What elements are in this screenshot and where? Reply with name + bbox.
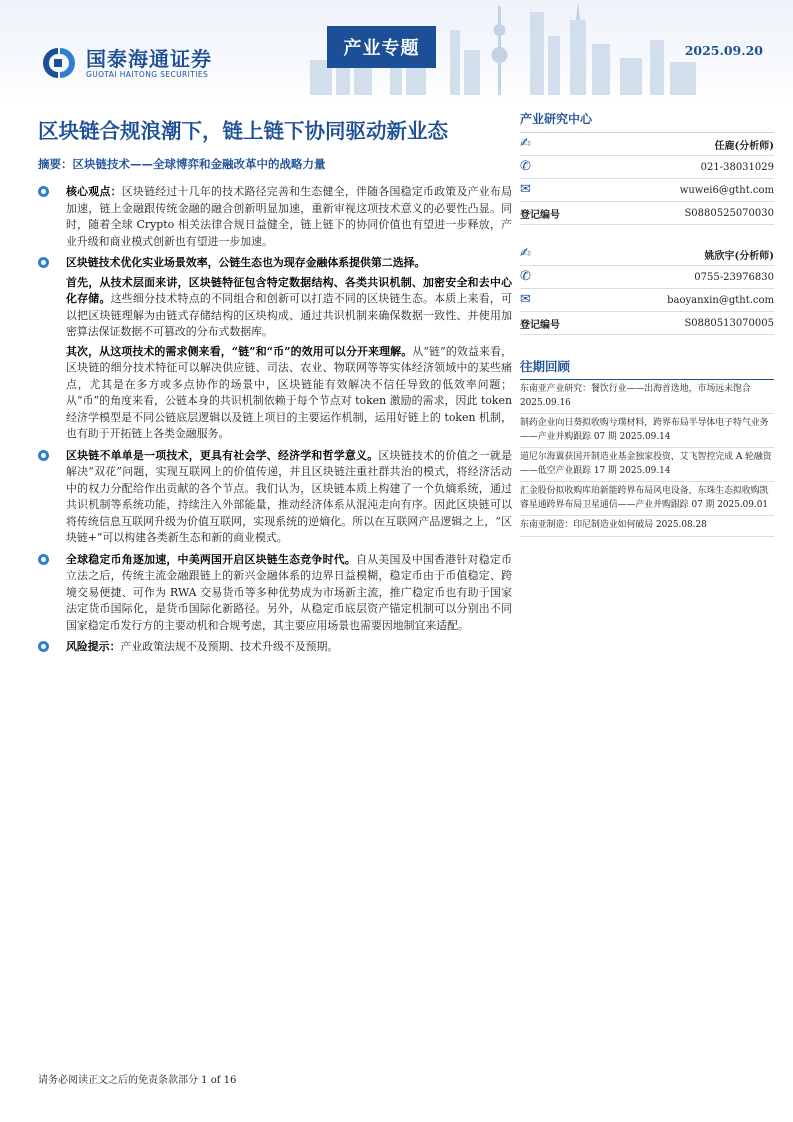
pen-icon: ✍ — [520, 136, 531, 151]
paragraph-text: 从“链”的效益来看，区块链的细分技术特征可以解决供应链、司法、农业、物联网等等实体经济领域中的某些痛点，尤其是在多方或多点协作的场景中，区块链能有效解决不信任导致的低效率问题；从“币”的角度来看，公链本身的共识机制依赖于每个节点对 token 激励的需求，因此 token 经济学模型是不同公链底层逻辑以及链上项目的主要运作机制，运用好链上的 token 机制，也有助于开拓链上各类金融服务。 — [66, 344, 512, 440]
bullet-icon — [38, 257, 49, 268]
logo-mark-icon — [38, 46, 78, 80]
recent-report-item[interactable]: 道尼尔海翼获国开制造业基金独家投资，艾飞智控完成 A 轮融资——低空产业跟踪 17 期 2025.09.14 — [520, 448, 774, 482]
report-type-tab: 产业专题 — [327, 26, 436, 68]
abstract-heading: 摘要：区块链技术——全球博弈和金融改革中的战略力量 — [38, 157, 326, 171]
bullet-icon — [38, 186, 49, 197]
sidebar — [520, 110, 774, 537]
recent-report-item[interactable]: 东南亚制造：印尼制造业如何破局 2025.08.28 — [520, 516, 774, 537]
bullet-icon — [38, 450, 49, 461]
bullet-icon — [38, 641, 49, 652]
analyst-phone: 0755-23976830 — [694, 271, 774, 283]
pen-icon: ✍ — [520, 246, 531, 261]
analyst-email[interactable]: wuwei6@gtht.com — [679, 184, 774, 196]
main-body — [38, 184, 512, 661]
company-logo — [38, 46, 212, 80]
analyst-block-1 — [520, 133, 774, 225]
report-title: 区块链合规浪潮下，链上链下协同驱动新业态 — [38, 119, 448, 143]
analyst-phone-row — [520, 266, 774, 289]
analyst-name-row — [520, 133, 774, 156]
reg-label: 登记编号 — [520, 209, 560, 221]
email-icon: ✉ — [520, 292, 531, 307]
paragraph-text: 区块链经过十几年的技术路径完善和生态健全，伴随各国稳定币政策及产业布局加速，链上金融跟传统金融的融合创新明显加速，重新审视这项技术意义的必要性凸显。同时，随着全球 Crypto 相关法律合规日益健全，链上链下的协同价值也有望进一步释放，产业升级和商业模式创新也有望进一步加速。 — [66, 185, 512, 248]
bullet-icon — [38, 554, 49, 565]
spacer — [520, 225, 774, 243]
phone-icon: ✆ — [520, 269, 531, 284]
page-footer: 请务必阅读正文之后的免责条款部分 1 of 16 — [38, 1075, 237, 1086]
recent-report-item[interactable]: 东南亚产业研究：餐饮行业——出海首选地，市场远未饱合 2025.09.16 — [520, 380, 774, 414]
sidebar-heading: 产业研究中心 — [520, 110, 774, 133]
paragraph-stablecoin — [38, 552, 512, 635]
analyst-phone: 021-38031029 — [700, 161, 774, 173]
analyst-email-row — [520, 289, 774, 312]
analyst-phone-row — [520, 156, 774, 179]
paragraph-risk — [38, 639, 512, 656]
analyst-block-2 — [520, 243, 774, 335]
paragraph-lead: 其次，从这项技术的需求侧来看，“链”和“币”的效用可以分开来理解。 — [66, 344, 413, 358]
paragraph-tech-layer — [38, 275, 512, 341]
logo-text-en: GUOTAI HAITONG SECURITIES — [86, 69, 209, 79]
paragraph-lead: 区块链技术优化实业场景效率，公链生态也为现存金融体系提供第二选择。 — [66, 256, 426, 269]
reg-number: S0880525070030 — [684, 207, 774, 219]
paragraph-lead: 区块链不单单是一项技术，更具有社会学、经济学和哲学意义。 — [66, 448, 379, 462]
analyst-reg-row — [520, 202, 774, 225]
reg-label: 登记编号 — [520, 319, 560, 331]
paragraph-text: 区块链技术的价值之一就是解决“双花”问题，实现互联网上的价值传递，并且区块链注重社群共治的模式，将经济活动中的权力分配给作出贡献的各个节点。我们认为，区块链本质上构建了一个负熵系统，通过共识机制等系统功能，持续注入外部能量，推动经济体系从混沌走向有序。因此区块链可以将传统信息互联网升级为价值互联网，实现系统的逆熵化。所以在互联网产品逻辑之上，“区块链+”可以构建各类新生态和新的商业模式。 — [66, 448, 512, 544]
reg-number: S0880513070005 — [684, 317, 774, 329]
paragraph-lead: 首先，从技术层面来讲，区块链特征包含特定数据结构、各类共识机制、加密安全和去中心化存储。 — [66, 275, 512, 305]
logo-text-cn: 国泰海通证券 — [86, 46, 212, 71]
analyst-email-row — [520, 179, 774, 202]
paragraph-blockchain-efficiency — [38, 255, 512, 272]
paragraph-lead: 全球稳定币角逐加速，中美两国开启区块链生态竞争时代。 — [66, 552, 357, 566]
paragraph-lead: 风险提示： — [66, 640, 121, 653]
paragraph-lead: 核心观点： — [66, 185, 122, 198]
recent-report-item[interactable]: 制药企业向日葵拟收购兮璞材料，跨界布局半导体电子特气业务——产业并购跟踪 07 期 2025.09.14 — [520, 414, 774, 448]
paragraph-core-view — [38, 184, 512, 250]
recent-report-item[interactable]: 汇金股份拟收购库珀新能跨界布局风电设备，东珠生态拟收购凯睿星通跨界布局卫星通信——产业并购跟踪 07 期 2025.09.01 — [520, 482, 774, 516]
paragraph-text: 产业政策法规不及预期、技术升级不及预期。 — [120, 640, 339, 653]
email-icon: ✉ — [520, 182, 531, 197]
report-date: 2025.09.20 — [684, 43, 763, 58]
analyst-reg-row — [520, 312, 774, 335]
paragraph-demand-side — [38, 344, 512, 443]
paragraph-text: 这些细分技术特点的不同组合和创新可以打造不同的区块链生态。本质上来看，可以把区块链理解为由链式存储结构的区块构成、通过共识机制来确保数据一致性、并使用加密算法保证数据不可篡改的分布式数据库。 — [66, 292, 512, 338]
analyst-name: 任鹿(分析师) — [714, 140, 774, 152]
analyst-name: 姚欣宇(分析师) — [704, 250, 774, 262]
analyst-name-row — [520, 243, 774, 266]
recent-reports-heading: 往期回顾 — [520, 357, 774, 380]
paragraph-text: 自从美国及中国香港针对稳定币立法之后，传统主流金融跟链上的新兴金融体系的边界日益模糊，稳定币由于币值稳定、跨境交易便捷、可作为 RWA 交易货币等多种优势成为市场新主流，推广稳定币也有助于国家法定货币国际化，是货币国际化新路径。另外，从稳定币底层资产锚定机制可以分别出不同国家稳定币发行方的主要动机和合规考虑，其主要应用场景也需要因地制宜来适配。 — [66, 552, 512, 632]
paragraph-social-meaning — [38, 448, 512, 547]
analyst-email[interactable]: baoyanxin@gtht.com — [667, 294, 774, 306]
phone-icon: ✆ — [520, 159, 531, 174]
